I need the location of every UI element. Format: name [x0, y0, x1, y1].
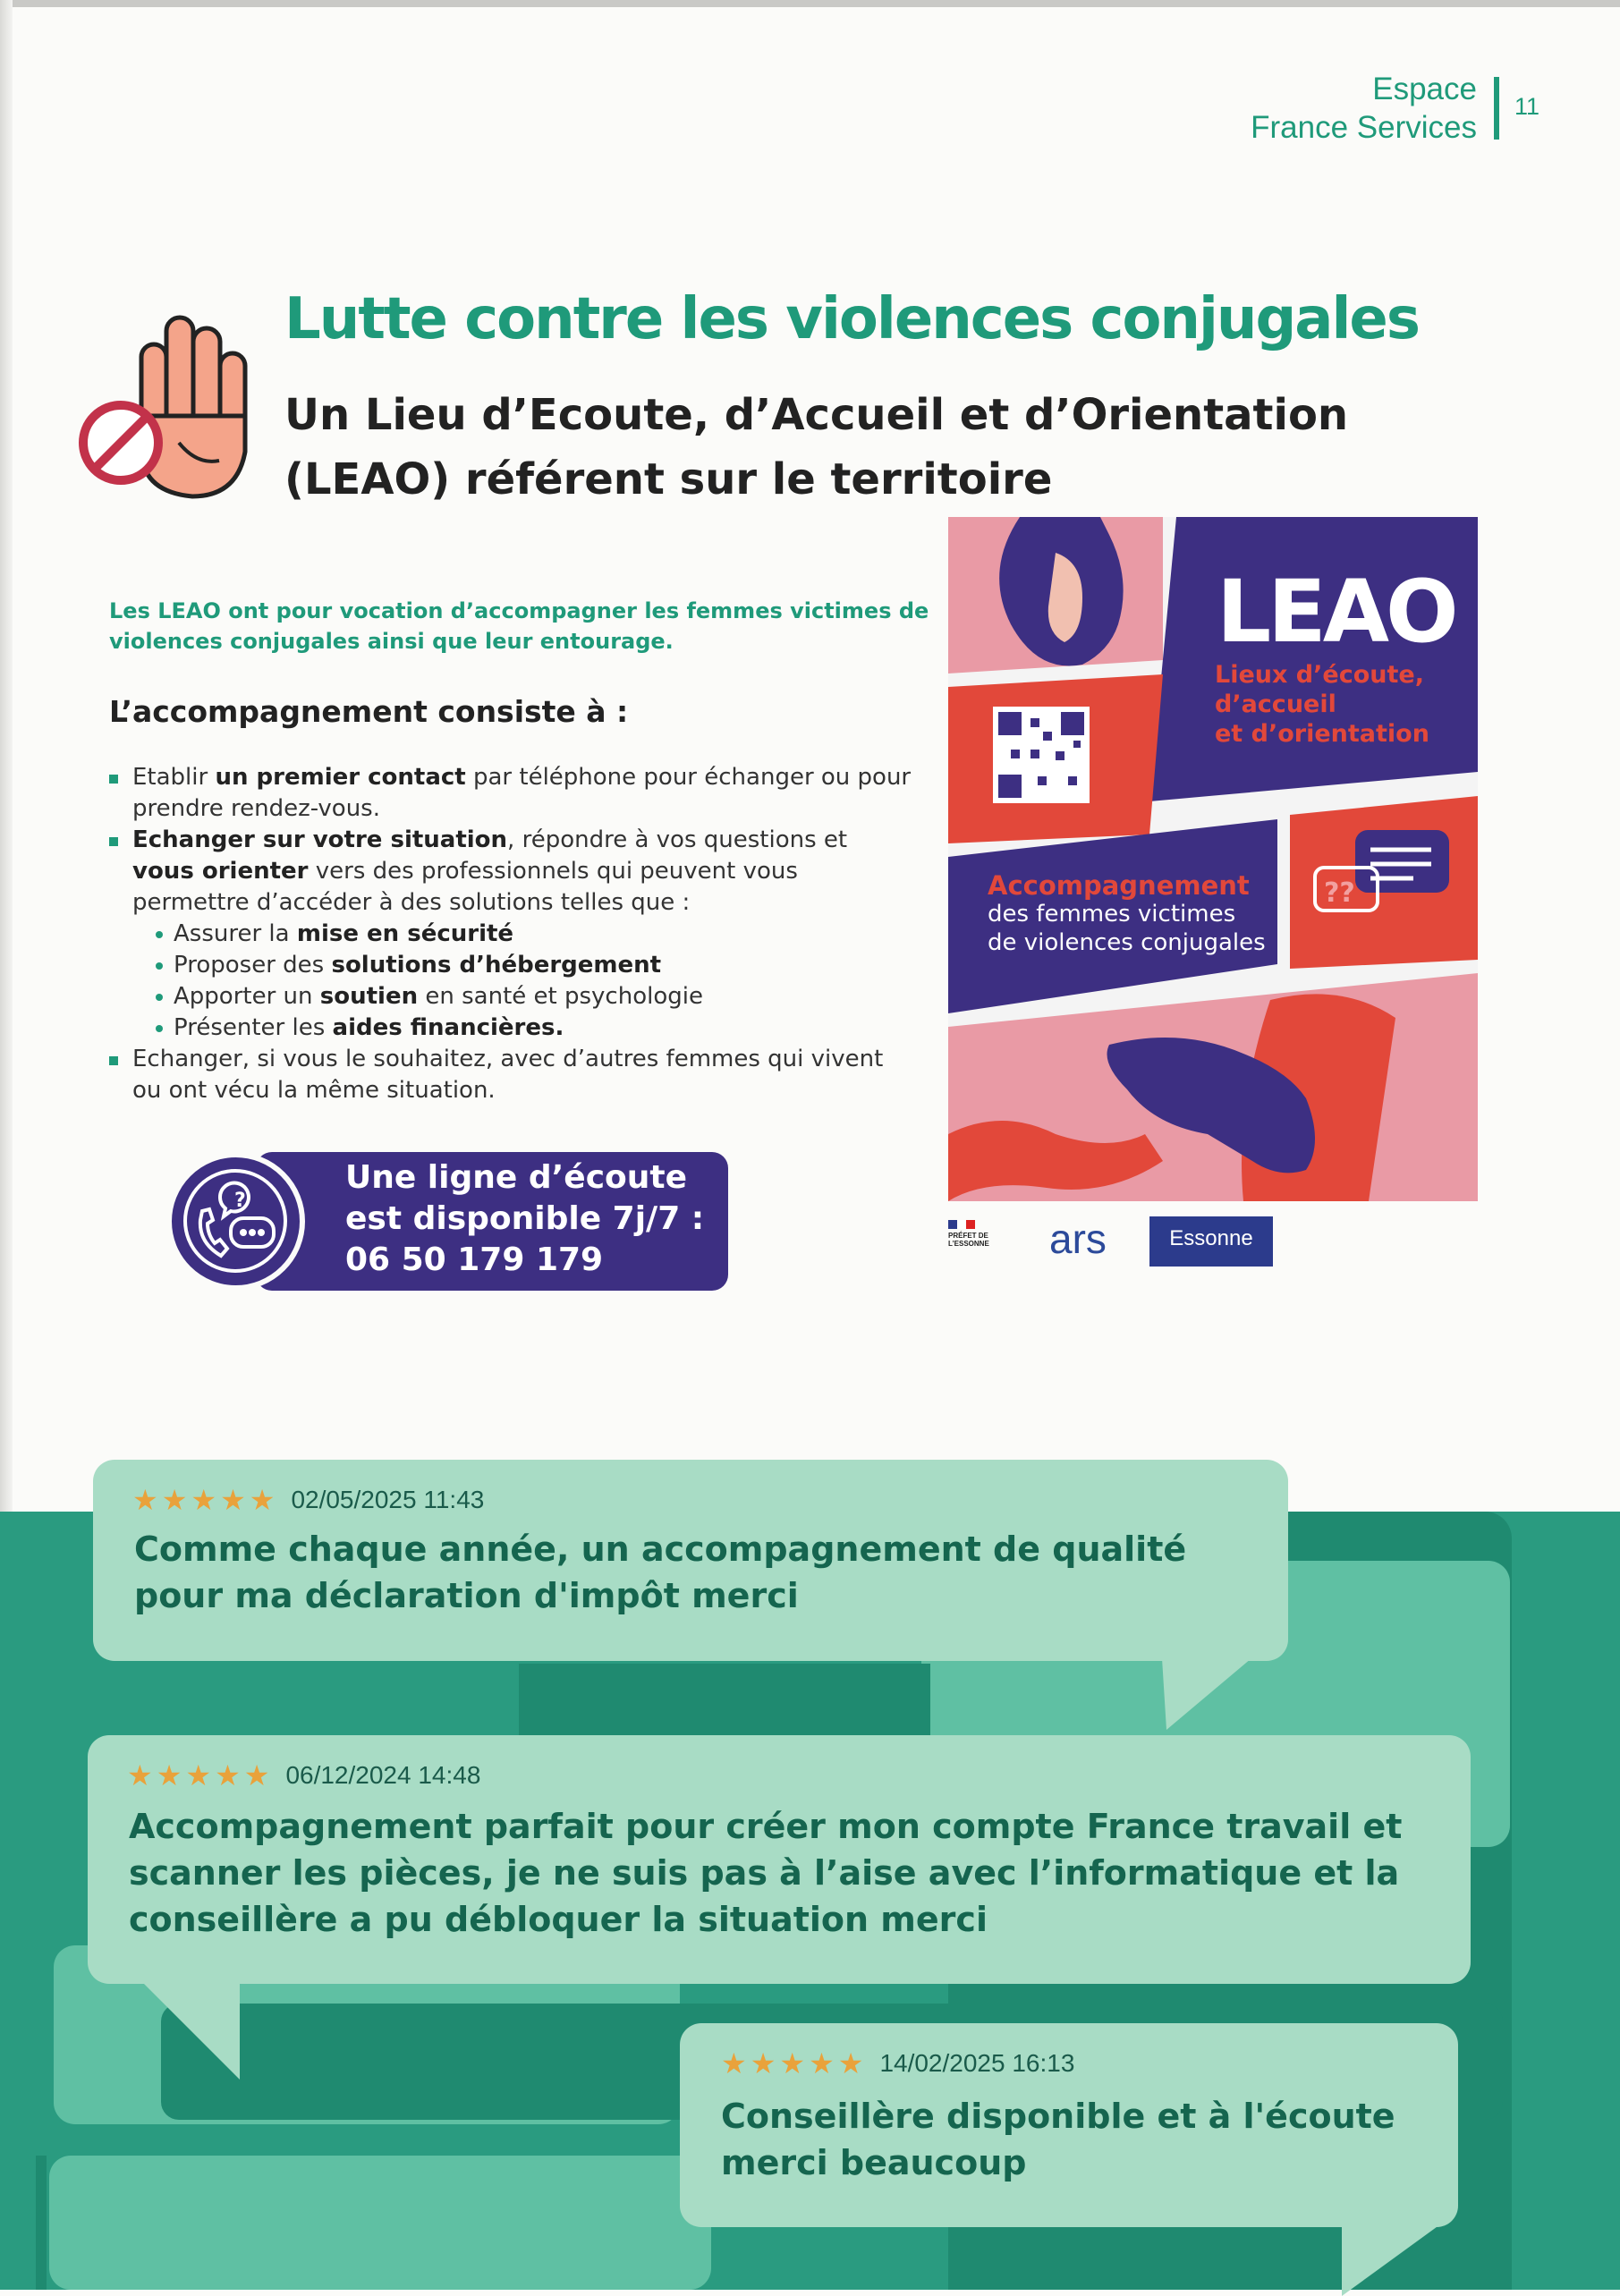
item-emphasis: Echanger sur votre situation	[132, 826, 508, 853]
intro-text: Les LEAO ont pour vocation d’accompagner les femmes victimes de violences conjugales ainsi que leur entourage.	[109, 598, 929, 654]
star-icon: ★★★★★	[721, 2047, 868, 2080]
essonne-logo-text: Essonne	[1169, 1226, 1253, 1250]
poster-headline-title: Accompagnement	[988, 870, 1250, 901]
review-date: 14/02/2025 16:13	[879, 2049, 1075, 2077]
item-emphasis: soutien	[319, 983, 419, 1010]
speech-tail	[141, 1981, 240, 2080]
page-title: Lutte contre les violences conjugales	[284, 286, 1419, 352]
item-text: , répondre à vos questions et	[507, 826, 848, 853]
review-date: 06/12/2024 14:48	[285, 1761, 481, 1789]
stop-hand-icon	[72, 309, 259, 505]
star-icon: ★★★★★	[132, 1484, 279, 1516]
sub-list-item	[156, 981, 914, 1012]
review-date: 02/05/2025 11:43	[291, 1486, 485, 1513]
services-list	[109, 762, 914, 1106]
essonne-logo	[1149, 1216, 1273, 1267]
review-card	[93, 1460, 1288, 1661]
list-item	[109, 825, 914, 1044]
item-text: Echanger, si vous le souhaitez, avec d’autres femmes qui vivent ou ont vécu la même situation.	[132, 1046, 884, 1104]
hotline-text	[345, 1157, 704, 1281]
svg-text:??: ??	[1324, 877, 1355, 909]
sub-list-item	[156, 1012, 914, 1044]
speech-tail	[1162, 1658, 1251, 1730]
header-divider	[1494, 77, 1499, 140]
poster-tagline-line: Lieux d’écoute,	[1215, 661, 1424, 689]
star-icon: ★★★★★	[127, 1759, 274, 1792]
hotline-phone-number[interactable]: 06 50 179 179	[345, 1241, 604, 1278]
review-card	[88, 1735, 1471, 1984]
review-card	[680, 2023, 1458, 2227]
header-line-1: Espace	[1372, 72, 1477, 106]
item-text: Etablir	[132, 764, 216, 791]
poster-headline	[988, 871, 1266, 957]
background-shape	[36, 2156, 47, 2290]
section-heading: L’accompagnement consiste à :	[109, 694, 629, 729]
item-emphasis: vous orienter	[132, 858, 309, 885]
item-text: Assurer la	[174, 920, 297, 947]
review-text: Accompagnement parfait pour créer mon compte France travail et scanner les pièces, je ne suis pas à l’aise avec l’informatique et la conseillère a pu débloquer la situation merci	[129, 1807, 1403, 1939]
item-text: Proposer des	[174, 952, 332, 979]
page-edge-top	[0, 0, 1620, 7]
hotline-line-2: est disponible 7j/7 :	[345, 1200, 705, 1237]
page-number: 11	[1514, 93, 1540, 120]
list-item	[109, 1044, 914, 1106]
background-shape	[49, 2156, 711, 2290]
phone-chat-icon	[172, 1157, 300, 1285]
prefet-logo-text: PRÉFET DE L’ESSONNE	[948, 1232, 989, 1248]
poster-tagline	[1215, 660, 1429, 749]
leao-poster	[948, 517, 1478, 1201]
sub-list-item	[156, 919, 914, 950]
hotline-badge	[166, 1152, 305, 1291]
poster-logo: LEAO	[1217, 562, 1455, 662]
list-item	[109, 762, 914, 825]
hotline-line-1: Une ligne d’écoute	[345, 1159, 688, 1196]
hotline-banner[interactable]	[166, 1152, 728, 1291]
review-meta	[127, 1758, 480, 1792]
ars-logo: ars	[1049, 1216, 1107, 1262]
forbidden-sign-icon	[83, 405, 158, 480]
speech-tail	[1342, 2224, 1440, 2296]
partner-logos	[948, 1215, 1324, 1268]
item-emphasis: mise en sécurité	[296, 920, 514, 947]
item-emphasis: solutions d’hébergement	[331, 952, 662, 979]
poster-headline-line: de violences conjugales	[988, 929, 1266, 956]
item-emphasis: un premier contact	[215, 764, 466, 791]
item-text: Présenter les	[174, 1014, 333, 1041]
sub-list-item	[156, 950, 914, 981]
header-line-2: France Services	[1251, 110, 1477, 145]
review-text: Comme chaque année, un accompagnement de qualité pour ma déclaration d'impôt merci	[134, 1529, 1187, 1615]
poster-tagline-line: d’accueil	[1215, 690, 1336, 718]
review-meta	[721, 2046, 1074, 2080]
review-meta	[132, 1483, 484, 1517]
page-subtitle: Un Lieu d’Ecoute, d’Accueil et d’Orientation (LEAO) référent sur le territoire	[284, 390, 1349, 504]
poster-tagline-line: et d’orientation	[1215, 720, 1429, 748]
review-text: Conseillère disponible et à l'écoute merci beaucoup	[721, 2097, 1395, 2182]
item-text: en santé et psychologie	[418, 983, 703, 1010]
item-text: Apporter un	[174, 983, 320, 1010]
prefet-logo	[948, 1220, 1002, 1248]
item-text: vers des professionnels qui peuvent vous permettre d’accéder à des solutions telles que :	[132, 858, 798, 916]
sub-list	[156, 919, 914, 1044]
section-header	[1251, 70, 1477, 147]
svg-text:?: ?	[234, 1190, 246, 1212]
item-emphasis: aides financières.	[332, 1014, 564, 1041]
item-text: par téléphone pour échanger ou pour prendre rendez-vous.	[132, 764, 912, 822]
poster-headline-line: des femmes victimes	[988, 901, 1236, 928]
